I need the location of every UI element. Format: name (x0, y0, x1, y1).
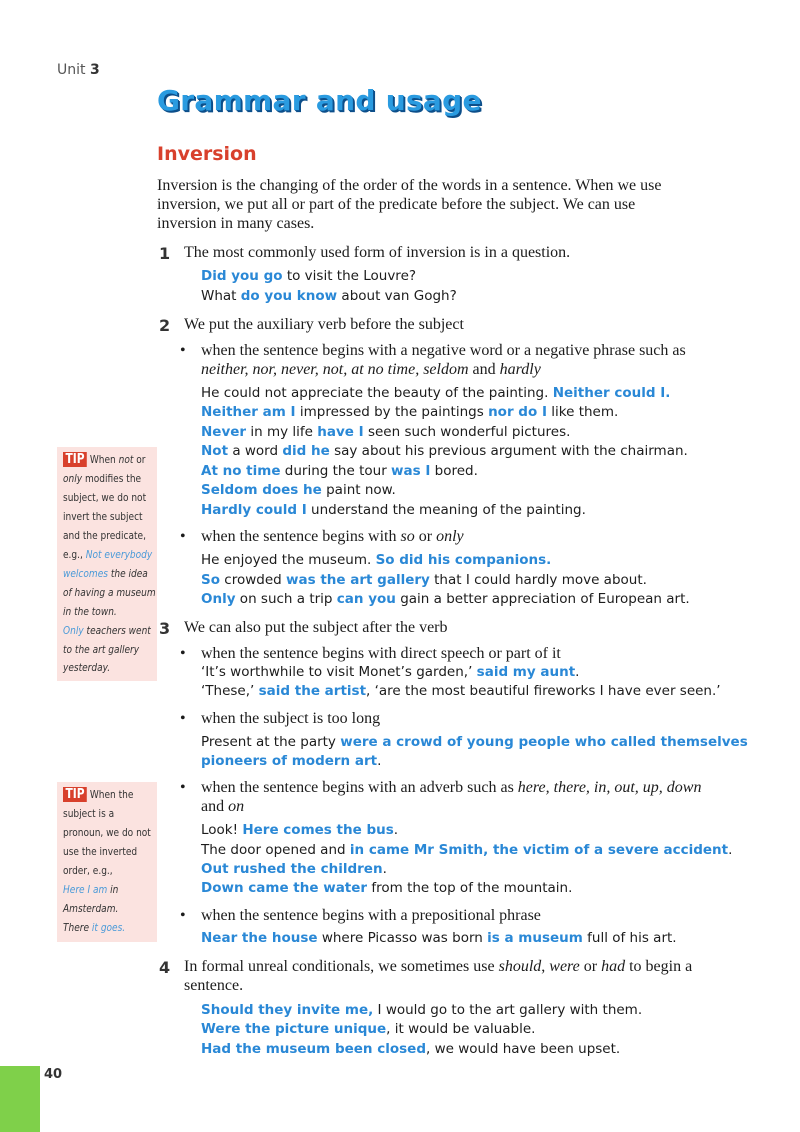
rule-text: We can also put the subject after the verb (184, 619, 448, 636)
rule-text: sentence. (184, 977, 244, 994)
example: Neither am I impressed by the paintings nor do I like them. (201, 404, 619, 420)
example: pioneers of modern art. (201, 753, 382, 769)
bullet: • (180, 710, 186, 727)
example: ‘These,’ said the artist, ‘are the most beautiful fireworks I have ever seen.’ (201, 683, 721, 699)
item-number: 1 (159, 244, 171, 263)
example: Hardly could I understand the meaning of the painting. (201, 502, 586, 518)
example: Out rushed the children. (201, 861, 387, 877)
bullet-text: when the sentence begins with an adverb such as here, there, in, out, up, down (201, 779, 702, 796)
tip-line: and the predicate, (63, 529, 146, 542)
example: The door opened and in came Mr Smith, the victim of a severe accident. (201, 842, 733, 858)
bullet-text: when the sentence begins with direct speech or part of it (201, 645, 561, 662)
bullet: • (180, 779, 186, 796)
item-number: 3 (159, 619, 171, 638)
bullet-text: when the sentence begins with so or only (201, 528, 464, 545)
page-color-bar (0, 1066, 40, 1132)
example: Down came the water from the top of the mountain. (201, 880, 573, 896)
intro-line-2: inversion, we put all or part of the predicate before the subject. We can use (157, 196, 636, 213)
item-number: 2 (159, 316, 171, 335)
tip-box (57, 447, 157, 681)
page-number: 40 (44, 1067, 63, 1082)
example: He enjoyed the museum. So did his companions. (201, 552, 552, 568)
tip-line: subject, we do not (63, 491, 147, 504)
example: Not a word did he say about his previous argument with the chairman. (201, 443, 688, 459)
tip-line: to the art gallery (63, 643, 140, 656)
tip-line: invert the subject (63, 510, 143, 523)
tip-tag: TIP (63, 787, 87, 802)
bullet-text: when the sentence begins with a prepositional phrase (201, 907, 541, 924)
example: Never in my life have I seen such wonderful pictures. (201, 424, 571, 440)
example: Did you go to visit the Louvre? (201, 268, 417, 284)
example: At no time during the tour was I bored. (201, 463, 478, 479)
example: ‘It’s worthwhile to visit Monet’s garden,’ said my aunt. (201, 664, 580, 680)
bullet-text: and on (201, 798, 245, 815)
tip-line: only modifies the (63, 472, 142, 485)
tip-line: Here I am in (63, 883, 119, 896)
page-title: Grammar and usage (157, 84, 482, 117)
tip-line: Amsterdam. (63, 902, 119, 915)
tip-line: e.g., Not everybody (63, 548, 153, 561)
intro-line-1: Inversion is the changing of the order of the words in a sentence. When we use (157, 177, 662, 194)
rule-text: We put the auxiliary verb before the subject (184, 316, 464, 333)
example: Present at the party were a crowd of young people who called themselves (201, 734, 748, 750)
bullet: • (180, 645, 186, 662)
bullet: • (180, 528, 186, 545)
bullet: • (180, 342, 186, 359)
intro-line-3: inversion in many cases. (157, 215, 315, 232)
example: Near the house where Picasso was born is a museum full of his art. (201, 930, 677, 946)
tip-line: subject is a (63, 807, 115, 820)
rule-text: In formal unreal conditionals, we sometimes use should, were or had to begin a (184, 958, 693, 975)
unit-label: Unit 3 (57, 62, 100, 78)
example: He could not appreciate the beauty of the painting. Neither could I. (201, 385, 671, 401)
tip-line: welcomes the idea (63, 567, 148, 580)
bullet-text: neither, nor, never, not, at no time, seldom and hardly (201, 361, 541, 378)
example: Seldom does he paint now. (201, 482, 396, 498)
bullet: • (180, 907, 186, 924)
example: Had the museum been closed, we would have been upset. (201, 1041, 621, 1057)
section-title: Inversion (157, 143, 257, 165)
tip-line: in the town. (63, 605, 117, 618)
tip-line: yesterday. (63, 661, 111, 674)
tip-line: use the inverted (63, 845, 138, 858)
tip-box (57, 782, 157, 942)
tip-line: Only teachers went (63, 624, 151, 637)
tip-tag: TIP (63, 452, 87, 467)
item-number: 4 (159, 958, 171, 977)
tip-line: pronoun, we do not (63, 826, 151, 839)
tip-line: TIP When not or (63, 452, 145, 467)
tip-line: order, e.g., (63, 864, 113, 877)
example: Look! Here comes the bus. (201, 822, 399, 838)
tip-line: TIP When the (63, 787, 133, 802)
example: Only on such a trip can you gain a better appreciation of European art. (201, 591, 690, 607)
rule-text: The most commonly used form of inversion is in a question. (184, 244, 571, 261)
tip-line: There it goes. (63, 921, 126, 934)
example: Should they invite me, I would go to the art gallery with them. (201, 1002, 643, 1018)
bullet-text: when the subject is too long (201, 710, 381, 727)
example: So crowded was the art gallery that I could hardly move about. (201, 572, 647, 588)
example: What do you know about van Gogh? (201, 288, 457, 304)
bullet-text: when the sentence begins with a negative word or a negative phrase such as (201, 342, 686, 359)
example: Were the picture unique, it would be valuable. (201, 1021, 536, 1037)
tip-line: of having a museum (63, 586, 156, 599)
